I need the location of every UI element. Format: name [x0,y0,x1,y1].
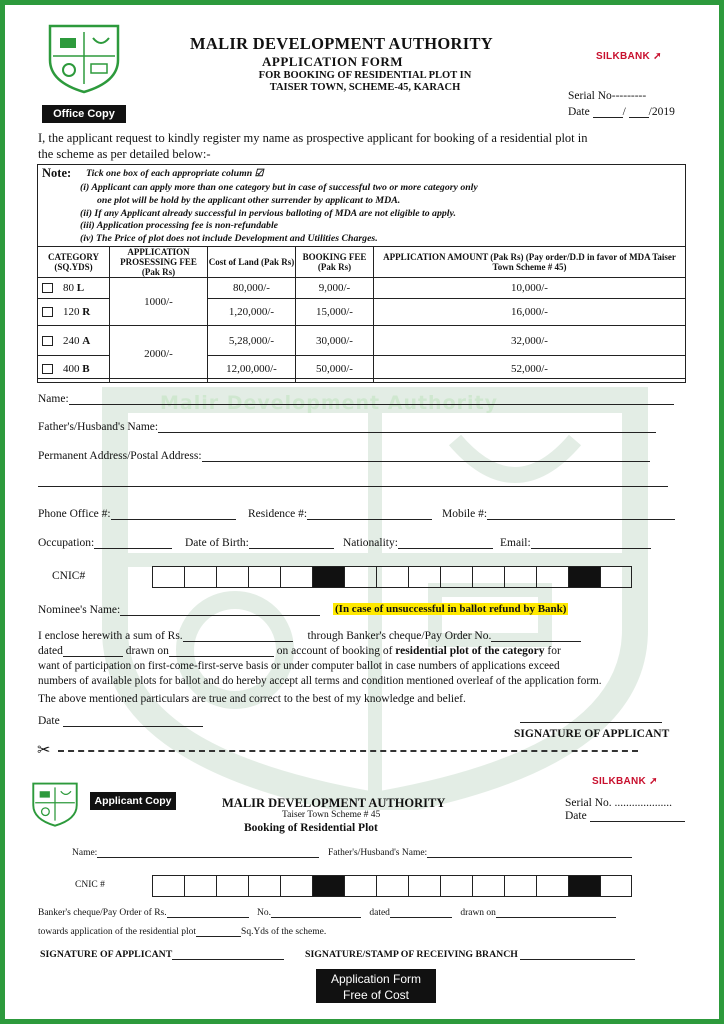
col-header-amount: APPLICATION AMOUNT (Pak Rs) (Pay order/D.D in favor of MDA Taiser Town Scheme # 45) [374,247,686,278]
cnic-input[interactable] [152,566,632,588]
note-item: (i) Applicant can apply more than one category but in case of successful two or more category only [80,182,478,193]
cnic-digit-box[interactable] [344,875,376,897]
declaration-line-4: numbers of available plots for ballot and do hereby accept all terms and condition mentioned overleaf of the application form. [38,675,602,687]
cnic-separator-box [568,875,600,897]
note-item: (iii) Application processing fee is non-refundable [80,220,279,231]
note-tick: Tick one box of each appropriate column ☑ [86,168,264,179]
mda-logo-small [30,781,80,827]
cnic-digit-box[interactable] [216,566,248,588]
amount-cell: 16,000/- [374,299,686,326]
signature-label: SIGNATURE OF APPLICANT [40,949,173,960]
cnic-digit-box[interactable] [472,875,504,897]
mobile-label: Mobile #: [442,508,488,520]
date-label: Date [565,810,587,822]
booking-cell: 9,000/- [296,278,374,299]
signature-line[interactable] [520,722,662,723]
booking-cell: 50,000/- [296,356,374,383]
copy-booking-title: Booking of Residential Plot [244,822,378,834]
no-label: No. [256,908,271,918]
cost-cell: 1,20,000/- [208,299,296,326]
cnic-digit-box[interactable] [536,566,568,588]
declaration-line-5: The above mentioned particulars are true and correct to the best of my knowledge and belief. [38,693,466,705]
cnic-digit-box[interactable] [440,566,472,588]
cnic-digit-box[interactable] [600,875,632,897]
free-of-cost-line-2: Free of Cost [342,988,410,1002]
fee-cell: 2000/- [110,326,208,383]
copy-towards-field[interactable] [38,925,326,937]
email-label: Email: [500,537,531,549]
residence-field[interactable] [248,508,432,520]
mobile-field[interactable] [442,508,675,520]
nationality-field[interactable] [343,537,493,549]
declaration-text: on account of booking of [276,645,393,657]
category-size: 80 [63,282,74,294]
category-400[interactable] [38,356,110,383]
address-label: Permanent Address/Postal Address: [38,450,202,462]
declaration-line-1[interactable] [38,630,581,642]
intro-line-1: I, the applicant request to kindly register my name as prospective applicant for booking of a residential plot in [38,131,588,145]
silkbank-logo: SILKBANK ➚ [596,51,662,62]
office-copy-label: Office Copy [42,105,126,123]
amount-cell: 10,000/- [374,278,686,299]
sqyds-label: Sq.Yds of the scheme. [241,927,327,937]
free-of-cost-badge [316,969,436,1003]
form-subtitle-line-1: FOR BOOKING OF RESIDENTIAL PLOT IN [258,70,472,81]
checkbox[interactable] [42,283,53,293]
cnic-digit-box[interactable] [152,875,184,897]
cnic-digit-box[interactable] [504,875,536,897]
address-line-2[interactable] [38,486,668,487]
dated-label: dated [369,908,390,918]
silkbank-text: SILKBANK [592,776,647,787]
cnic-digit-box[interactable] [216,875,248,897]
mda-logo [45,22,123,94]
mda-watermark-emblem [95,380,655,810]
table-header-row [38,247,686,278]
cnic-digit-box[interactable] [600,566,632,588]
watermark-text: Malir Development Authority [160,392,498,414]
name-field[interactable] [38,393,674,405]
cnic-digit-box[interactable] [248,875,280,897]
copy-cheque-field[interactable] [38,906,616,918]
nominee-field[interactable] [38,604,320,616]
checkbox[interactable] [42,364,53,374]
copy-cnic-input[interactable] [152,875,632,897]
declaration-line-3: want of participation on first-come-first-serve basis or under computer ballot in case numbers of applications exceed [38,660,560,672]
phone-office-field[interactable] [38,508,236,520]
category-code: A [82,334,91,347]
cost-cell: 12,00,000/- [208,356,296,383]
booking-cell: 15,000/- [296,299,374,326]
form-title: APPLICATION FORM [262,54,404,69]
cut-line [58,750,638,752]
table-row [38,278,686,299]
cnic-digit-box[interactable] [408,566,440,588]
declaration-date-field[interactable] [38,715,203,727]
date-label: Date [38,715,60,727]
declaration-text: through Banker's cheque/Pay Order No. [307,630,492,642]
category-code: B [82,363,90,375]
cnic-digit-box[interactable] [376,566,408,588]
father-name-field[interactable] [38,421,656,433]
cost-cell: 80,000/- [208,278,296,299]
category-code: R [82,306,91,318]
towards-label: towards application of the residential plot [38,927,197,937]
cnic-digit-box[interactable] [248,566,280,588]
category-table [37,246,686,383]
amount-cell: 32,000/- [374,326,686,356]
checkbox[interactable] [42,307,53,317]
occupation-label: Occupation: [38,537,95,549]
copy-date-field[interactable] [565,810,685,822]
cnic-separator-box [568,566,600,588]
declaration-text: drawn on [125,645,169,657]
cnic-separator-box [312,566,344,588]
address-field[interactable] [38,450,650,462]
date-year: /2019 [648,106,675,118]
copy-scheme: Taiser Town Scheme # 45 [282,810,381,820]
father-name-label: Father's/Husband's Name: [38,421,159,433]
cheque-label: Banker's cheque/Pay Order of Rs. [38,908,167,918]
cnic-digit-box[interactable] [280,875,312,897]
name-label: Name: [72,848,98,858]
cost-cell: 5,28,000/- [208,326,296,356]
silkbank-text: SILKBANK [596,51,651,62]
category-size: 400 [63,363,80,375]
cnic-separator-box [312,875,344,897]
refund-note: (In case of unsuccessful in ballot refund by Bank) [335,603,567,615]
checkbox[interactable] [42,336,53,346]
declaration-bold-text: residential plot of the category [395,645,545,657]
father-name-label: Father's/Husband's Name: [328,848,428,858]
dob-label: Date of Birth: [185,537,249,549]
booking-cell: 30,000/- [296,326,374,356]
col-header-cost: Cost of Land (Pak Rs) [208,247,296,278]
copy-name-field[interactable] [72,846,319,858]
copy-signature-applicant[interactable] [40,948,284,960]
scissors-icon: ✂ [37,740,51,759]
form-subtitle-line-2: TAISER TOWN, SCHEME-45, KARACH [269,82,461,93]
cnic-digit-box[interactable] [440,875,472,897]
cnic-digit-box[interactable] [184,566,216,588]
cnic-digit-box[interactable] [152,566,184,588]
silkbank-logo: SILKBANK ➚ [592,776,658,787]
form-subtitle [240,70,490,94]
category-120[interactable] [38,299,110,326]
serial-no: Serial No--------- [568,90,647,102]
declaration-text: dated [38,645,63,657]
col-header-category: CATEGORY (SQ.YDS) [38,247,110,278]
copy-signature-bank[interactable] [305,948,635,960]
email-field[interactable] [500,537,651,549]
drawn-label: drawn on [460,908,496,918]
col-header-booking: BOOKING FEE (Pak Rs) [296,247,374,278]
declaration-line-2[interactable] [38,645,561,657]
col-header-fee: APPLICATION PROSESSING FEE (Pak Rs) [110,247,208,278]
cnic-digit-box[interactable] [184,875,216,897]
name-label: Name: [38,393,69,405]
table-row [38,326,686,356]
category-size: 120 [63,306,80,318]
nominee-label: Nominee's Name: [38,604,121,616]
category-80[interactable] [38,278,110,299]
cnic-digit-box[interactable] [280,566,312,588]
signature-label: SIGNATURE OF APPLICANT [514,728,670,740]
nationality-label: Nationality: [343,537,398,549]
cnic-digit-box[interactable] [344,566,376,588]
applicant-copy-label: Applicant Copy [90,792,176,810]
category-size: 240 [63,334,80,347]
dob-field[interactable] [185,537,334,549]
note-item: one plot will be hold by the applicant other surrender by applicant to MDA. [97,195,401,206]
org-title: MALIR DEVELOPMENT AUTHORITY [190,34,493,53]
copy-father-field[interactable] [328,846,632,858]
copy-serial-no: Serial No. .................... [565,797,673,809]
occupation-field[interactable] [38,537,172,549]
phone-office-label: Phone Office #: [38,508,111,520]
copy-cnic-label: CNIC # [75,880,105,890]
date-separator: / [622,106,626,118]
date-field[interactable] [568,106,675,118]
note-item: (ii) If any Applicant already successful in pervious balloting of MDA are not eligible to apply. [80,208,456,219]
note-label: Note: [42,166,72,180]
cnic-label: CNIC# [52,570,86,582]
category-240[interactable] [38,326,110,356]
cnic-digit-box[interactable] [376,875,408,897]
declaration-text: I enclose herewith a sum of Rs. [38,630,183,642]
cnic-digit-box[interactable] [472,566,504,588]
cnic-digit-box[interactable] [408,875,440,897]
declaration-text: for [547,645,561,657]
category-code: L [76,282,85,294]
free-of-cost-line-1: Application Form [330,972,422,986]
bank-signature-label: SIGNATURE/STAMP OF RECEIVING BRANCH [305,949,518,960]
cnic-digit-box[interactable] [504,566,536,588]
intro-line-2: the scheme as per detailed below:- [38,147,211,161]
residence-label: Residence #: [248,508,308,520]
copy-org-title: MALIR DEVELOPMENT AUTHORITY [222,796,446,810]
note-item: (iv) The Price of plot does not include Development and Utilities Charges. [80,233,378,244]
cnic-digit-box[interactable] [536,875,568,897]
amount-cell: 52,000/- [374,356,686,383]
fee-cell: 1000/- [110,278,208,326]
date-label: Date [568,106,590,118]
